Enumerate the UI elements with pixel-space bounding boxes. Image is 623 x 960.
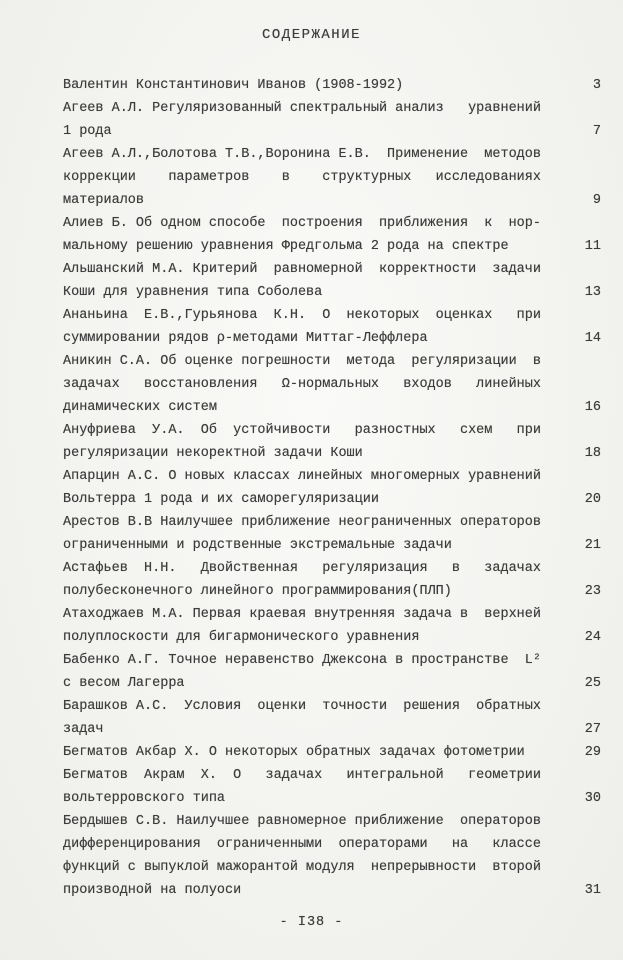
entry-line: [63, 672, 601, 695]
entry-text: Бердышев С.В. Наилучшее равномерное приближение операторов: [63, 814, 541, 829]
entry-page-number: 20: [584, 492, 601, 507]
entry-line: [63, 120, 601, 143]
toc-entry: [63, 649, 601, 695]
entry-text: вольтерровского типа: [63, 791, 226, 806]
entry-text: 1 рода: [63, 124, 112, 139]
entry-line: [63, 626, 601, 649]
toc-entry: [63, 304, 601, 350]
entry-text: производной на полуоси: [63, 883, 242, 898]
entry-page-number: 16: [584, 400, 601, 415]
toc-entry: [63, 74, 601, 97]
entry-text: Вольтерра 1 рода и их саморегуляризации: [63, 492, 379, 507]
entry-line: [63, 396, 601, 419]
toc-list: [63, 74, 601, 902]
entry-line: [63, 465, 601, 488]
entry-line: [63, 281, 601, 304]
entry-text: Апарцин А.С. О новых классах линейных многомерных уравнений: [63, 469, 541, 484]
page-title: СОДЕРЖАНИЕ: [261, 27, 361, 43]
entry-text: Коши для уравнения типа Соболева: [63, 285, 323, 300]
entry-line: [63, 695, 601, 718]
entry-page-number: 18: [584, 446, 601, 461]
entry-line: [63, 764, 601, 787]
entry-line: [63, 304, 601, 327]
entry-line: [63, 143, 601, 166]
toc-entry: [63, 97, 601, 143]
entry-text: Атаходжаев М.А. Первая краевая внутренняя задача в верхней: [63, 607, 541, 622]
entry-page-number: 27: [584, 722, 601, 737]
entry-line: [63, 350, 601, 373]
entry-text: Бегматов Акрам Х. О задачах интегральной геометрии: [63, 768, 541, 783]
entry-line: [63, 741, 601, 764]
entry-page-number: 7: [592, 124, 601, 139]
toc-entry: [63, 350, 601, 419]
toc-entry: [63, 557, 601, 603]
entry-text: Астафьев Н.Н. Двойственная регуляризация в задачах: [63, 561, 541, 576]
page-number-footer: - I38 -: [279, 915, 344, 930]
entry-page-number: 23: [584, 584, 601, 599]
entry-text: Бабенко А.Г. Точное неравенство Джексона в пространстве L²: [63, 653, 541, 668]
entry-page-number: 14: [584, 331, 601, 346]
entry-line: [63, 327, 601, 350]
entry-text: Ануфриева У.А. Об устойчивости разностных схем при: [63, 423, 541, 438]
entry-line: [63, 97, 601, 120]
entry-page-number: 25: [584, 676, 601, 691]
entry-text: материалов: [63, 193, 145, 208]
entry-line: [63, 603, 601, 626]
entry-line: [63, 580, 601, 603]
toc-entry: [63, 810, 601, 902]
entry-text: Агеев А.Л.,Болотова Т.В.,Воронина Е.В. Применение методов: [63, 147, 541, 162]
entry-line: [63, 166, 601, 189]
toc-entry: [63, 603, 601, 649]
entry-line: [63, 212, 601, 235]
entry-page-number: 30: [584, 791, 601, 806]
entry-text: Арестов В.В Наилучшее приближение неограниченных операторов: [63, 515, 541, 530]
entry-text: с весом Лагерра: [63, 676, 185, 691]
entry-page-number: 24: [584, 630, 601, 645]
entry-line: [63, 718, 601, 741]
entry-text: полубесконечного линейного программирования(ПЛП): [63, 584, 452, 599]
entry-line: [63, 787, 601, 810]
entry-text: суммировании рядов ρ-методами Миттаг-Леффлера: [63, 331, 428, 346]
entry-text: Альшанский М.А. Критерий равномерной корректности задачи: [63, 262, 541, 277]
entry-text: полуплоскости для бигармонического уравнения: [63, 630, 420, 645]
entry-line: [63, 833, 601, 856]
entry-text: Агеев А.Л. Регуляризованный спектральный анализ уравнений: [63, 101, 541, 116]
entry-line: [63, 235, 601, 258]
entry-page-number: 21: [584, 538, 601, 553]
entry-line: [63, 879, 601, 902]
entry-line: [63, 810, 601, 833]
entry-text: Валентин Константинович Иванов (1908-1992): [63, 78, 404, 93]
entry-page-number: 9: [592, 193, 601, 208]
entry-page-number: 31: [584, 883, 601, 898]
entry-text: Алиев Б. Об одном способе построения приближения к нор-: [63, 216, 541, 231]
entry-line: [63, 534, 601, 557]
entry-text: Аникин С.А. Об оценке погрешности метода регуляризации в: [63, 354, 541, 369]
toc-entry: [63, 258, 601, 304]
entry-line: [63, 258, 601, 281]
entry-text: ограниченными и родственные экстремальные задачи: [63, 538, 452, 553]
toc-entry: [63, 511, 601, 557]
entry-line: [63, 856, 601, 879]
entry-text: Ананьина Е.В.,Гурьянова К.Н. О некоторых оценках при: [63, 308, 541, 323]
entry-line: [63, 189, 601, 212]
entry-page-number: 13: [584, 285, 601, 300]
toc-entry: [63, 465, 601, 511]
toc-entry: [63, 212, 601, 258]
entry-text: мальному решению уравнения Фредгольма 2 рода на спектре: [63, 239, 509, 254]
entry-text: Барашков А.С. Условия оценки точности решения обратных: [63, 699, 541, 714]
entry-text: дифференцирования ограниченными операторами на классе: [63, 837, 541, 852]
entry-page-number: 29: [584, 745, 601, 760]
entry-line: [63, 419, 601, 442]
entry-line: [63, 74, 601, 97]
entry-text: задач: [63, 722, 104, 737]
toc-entry: [63, 764, 601, 810]
entry-page-number: 3: [592, 78, 601, 93]
entry-line: [63, 557, 601, 580]
entry-text: функций с выпуклой мажорантой модуля непрерывности второй: [63, 860, 541, 875]
entry-line: [63, 442, 601, 465]
toc-entry: [63, 143, 601, 212]
entry-page-number: 11: [584, 239, 601, 254]
toc-entry: [63, 419, 601, 465]
entry-line: [63, 649, 601, 672]
entry-text: коррекции параметров в структурных исследованиях: [63, 170, 541, 185]
entry-text: задачах восстановления Ω-нормальных входов линейных: [63, 377, 541, 392]
entry-line: [63, 511, 601, 534]
entry-line: [63, 488, 601, 511]
entry-text: регуляризации некоректной задачи Коши: [63, 446, 363, 461]
entry-text: динамических систем: [63, 400, 217, 415]
toc-entry: [63, 695, 601, 741]
entry-line: [63, 373, 601, 396]
entry-text: Бегматов Акбар Х. О некоторых обратных задачах фотометрии: [63, 745, 525, 760]
toc-entry: [63, 741, 601, 764]
